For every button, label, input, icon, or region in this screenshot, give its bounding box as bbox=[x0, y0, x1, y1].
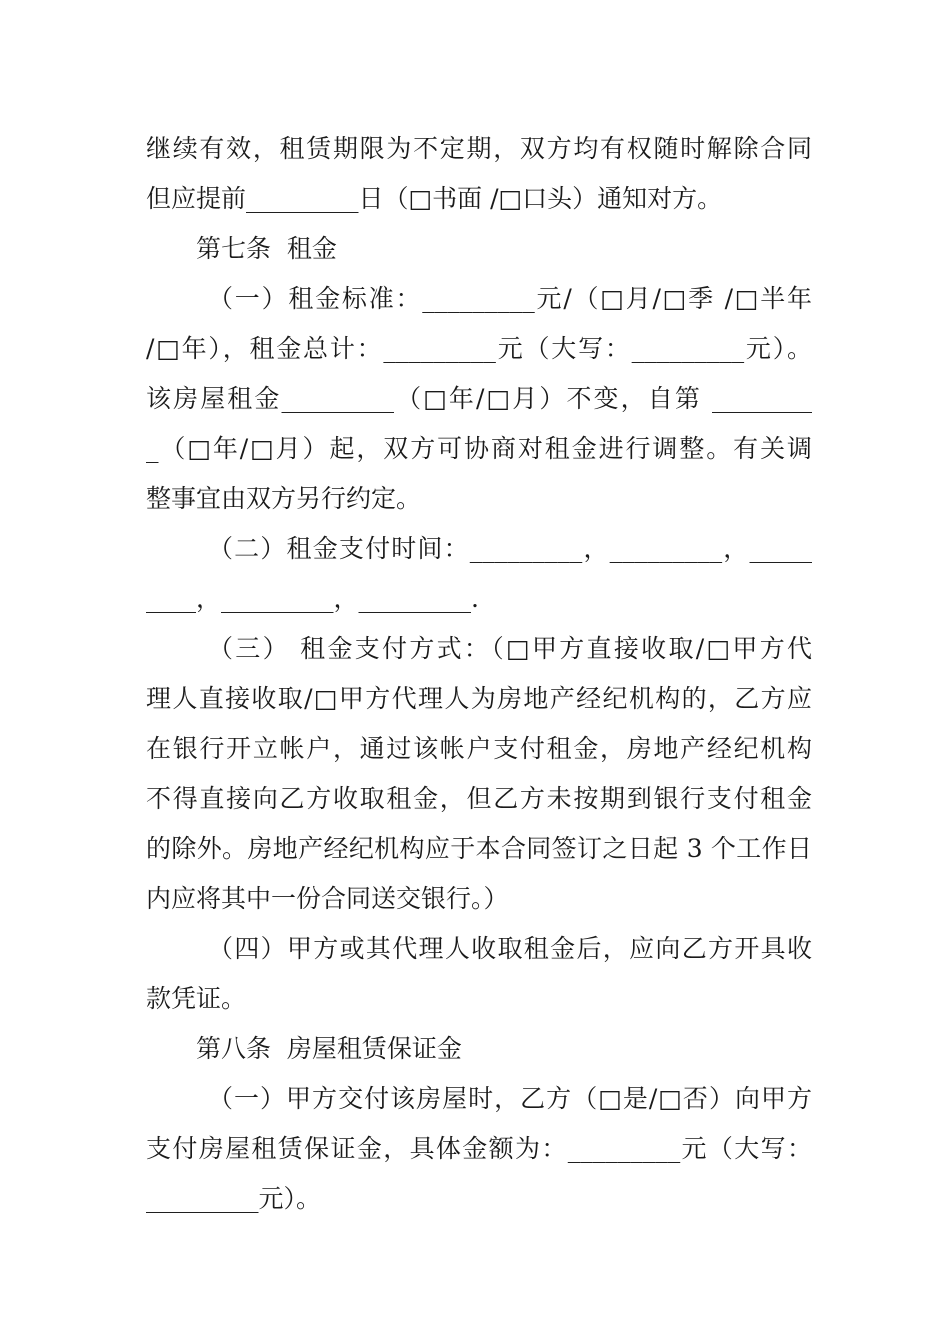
text-line: 继续有效，租赁期限为不定期，双方均有权随时解除合同 bbox=[146, 134, 812, 163]
text-line: _________元）。 bbox=[146, 1184, 322, 1213]
text-line: 理人直接收取/□甲方代理人为房地产经纪机构的，乙方应 bbox=[146, 684, 812, 713]
text-line: 的除外。房地产经纪机构应于本合同签订之日起 3 个工作日 bbox=[146, 834, 812, 863]
section-heading-article-8: 第八条 房屋租赁保证金 bbox=[196, 1034, 462, 1063]
text-line: （四）甲方或其代理人收取租金后，应向乙方开具收 bbox=[208, 934, 812, 963]
text-line: 在银行开立帐户，通过该帐户支付租金，房地产经纪机构 bbox=[146, 734, 812, 763]
text-line: （一）甲方交付该房屋时，乙方（□是/□否）向甲方 bbox=[208, 1084, 812, 1113]
text-line: 该房屋租金_________（□年/□月）不变，自第 ________ bbox=[146, 384, 812, 413]
text-line: 不得直接向乙方收取租金，但乙方未按期到银行支付租金 bbox=[146, 784, 812, 813]
text-line: 但应提前_________日（□书面 /□口头）通知对方。 bbox=[146, 184, 723, 213]
text-line: /□年），租金总计：_________元（大写：_________元）。 bbox=[146, 334, 812, 363]
text-line: ____，_________，_________. bbox=[146, 584, 479, 613]
text-line: （三） 租金支付方式：（□甲方直接收取/□甲方代 bbox=[208, 634, 812, 663]
text-line: 款凭证。 bbox=[146, 984, 247, 1013]
text-line: _（□年/□月）起，双方可协商对租金进行调整。有关调 bbox=[146, 434, 812, 463]
text-line: （二）租金支付时间：_________，_________，_____ bbox=[208, 534, 812, 563]
text-line: 支付房屋租赁保证金，具体金额为：_________元（大写： bbox=[146, 1134, 812, 1163]
text-line: 整事宜由双方另行约定。 bbox=[146, 484, 422, 513]
text-line: （一）租金标准：_________元/（□月/□季 /□半年 bbox=[208, 284, 812, 313]
text-line: 内应将其中一份合同送交银行。） bbox=[146, 884, 509, 913]
section-heading-article-7: 第七条 租金 bbox=[196, 234, 337, 263]
